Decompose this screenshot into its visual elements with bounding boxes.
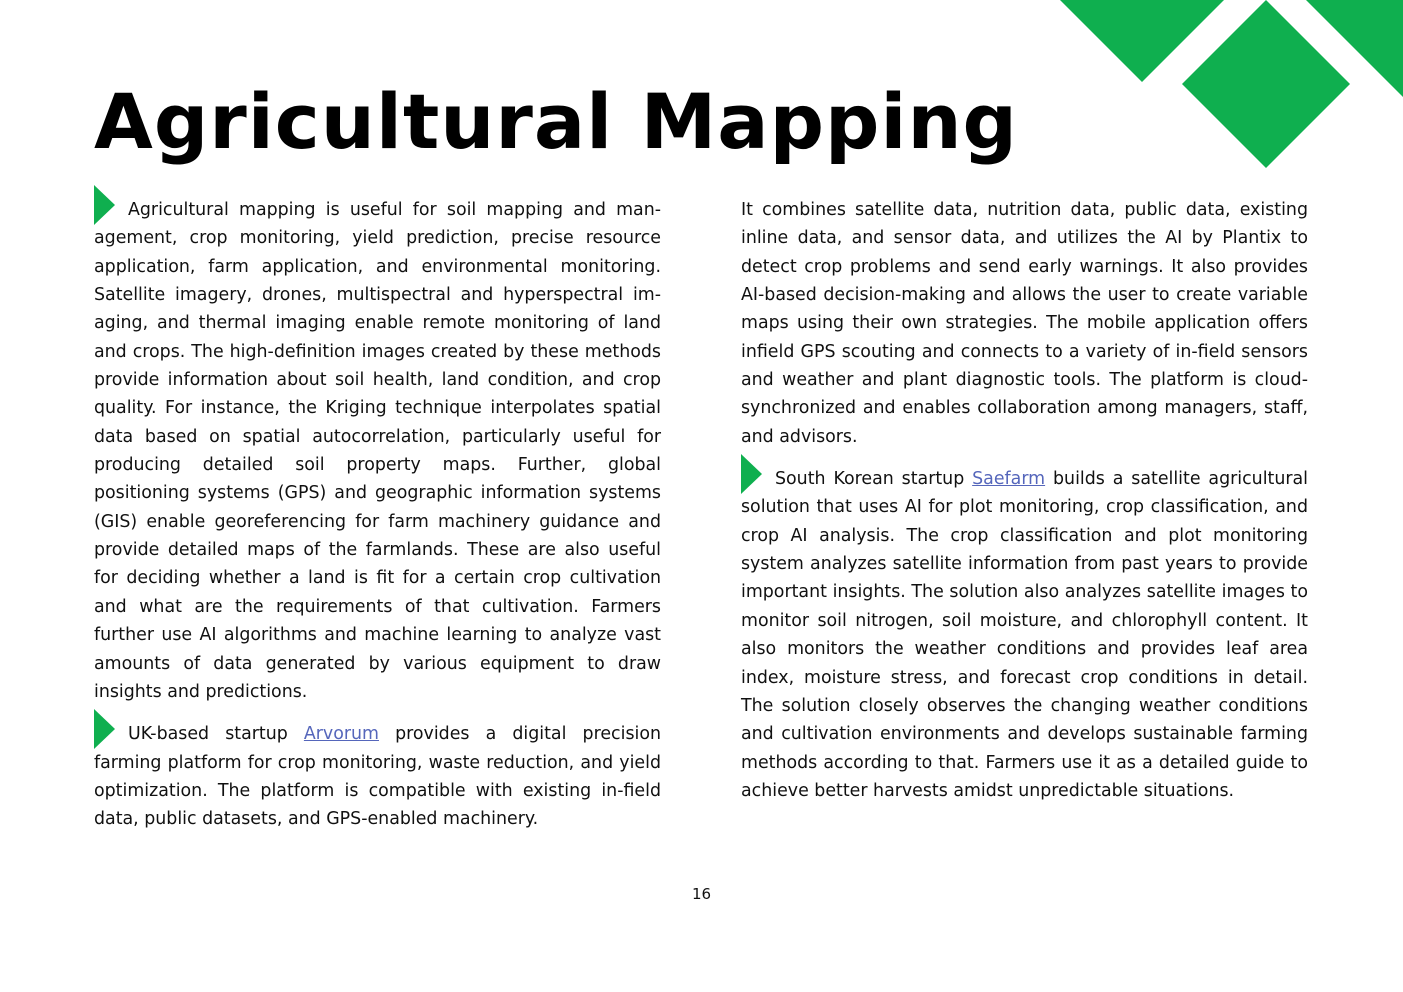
- arvorum-link[interactable]: Arvorum: [303, 724, 379, 745]
- right-column: [741, 196, 1308, 819]
- green-triangle-icon: [741, 454, 762, 494]
- diamond-shape-right: [1306, 0, 1403, 97]
- paragraph-text-after-link: provides a digital precision farming platform for crop monitoring, waste reduction, and yield optimization. The platform is compatible with existing in-field data, public datasets, and GPS-enabled machinery.: [94, 724, 661, 830]
- paragraph-text-before-link: UK-based startup: [128, 724, 304, 745]
- saefarm-link[interactable]: Saefarm: [972, 469, 1046, 490]
- left-column: [94, 196, 661, 848]
- paragraph-arvorum: [94, 720, 661, 833]
- green-triangle-icon: [94, 185, 115, 225]
- paragraph-agricultural-mapping: [94, 196, 661, 706]
- page-number: 16: [691, 885, 712, 903]
- paragraph-text-before-link: South Korean startup: [775, 469, 973, 490]
- page-title: Agricultural Mapping: [94, 77, 1018, 166]
- paragraph-text: It combines satellite data, nutrition data, public data, existing inline data, and sensor data, and utilizes the AI by Plantix to detect crop problems and send early warnings. It also provides AI-based decision-making and allows the user to create variable maps using their own strategies. The mobile application offers infield GPS scouting and connects to a variety of in-field sensors and weather and plant diagnostic tools. The platform is cloud-synchronized and enables collaboration among managers, staff, and advisors.: [741, 200, 1308, 447]
- paragraph-plantix-platform: [741, 196, 1308, 451]
- diamond-shape-center: [1182, 0, 1350, 168]
- diamond-shape-left: [1060, 0, 1224, 82]
- paragraph-text-after-link: builds a satellite agricultural solution that uses AI for plot monitoring, crop classification, and crop AI analysis. The crop classification and plot monitoring system analyzes satellite information from past years to provide important insights. The solution also analyzes satellite images to monitor soil nitrogen, soil moisture, and chlorophyll content. It also monitors the weather conditions and provides leaf area index, moisture stress, and forecast crop conditions in detail. The solution closely observes the changing weather conditions and cultivation environments and develops sustainable farming methods according to that. Farmers use it as a detailed guide to achieve better harvests amidst unpredictable situations.: [741, 469, 1309, 801]
- paragraph-text: Agricultural mapping is useful for soil mapping and management, crop monitoring, yield prediction, precise resource application, farm application, and environmental monitoring. Satellite imagery, drones, multispectral and hyperspectral imaging, and thermal imaging enable remote monitoring of land and crops. The high-definition images created by these methods provide information about soil health, land condition, and crop quality. For instance, the Kriging technique interpolates spatial data based on spatial autocorrelation, particularly useful for producing detailed soil property maps. Further, global positioning systems (GPS) and geographic information systems (GIS) enable georeferencing for farm machinery guidance and provide detailed maps of the farmlands. These are also useful for deciding whether a land is fit for a certain crop cultivation and what are the requirements of that cultivation. Farmers further use AI algorithms and machine learning to analyze vast amounts of data generated by various equipment to draw insights and predictions.: [94, 200, 661, 702]
- green-triangle-icon: [94, 709, 115, 749]
- paragraph-saefarm: [741, 465, 1308, 805]
